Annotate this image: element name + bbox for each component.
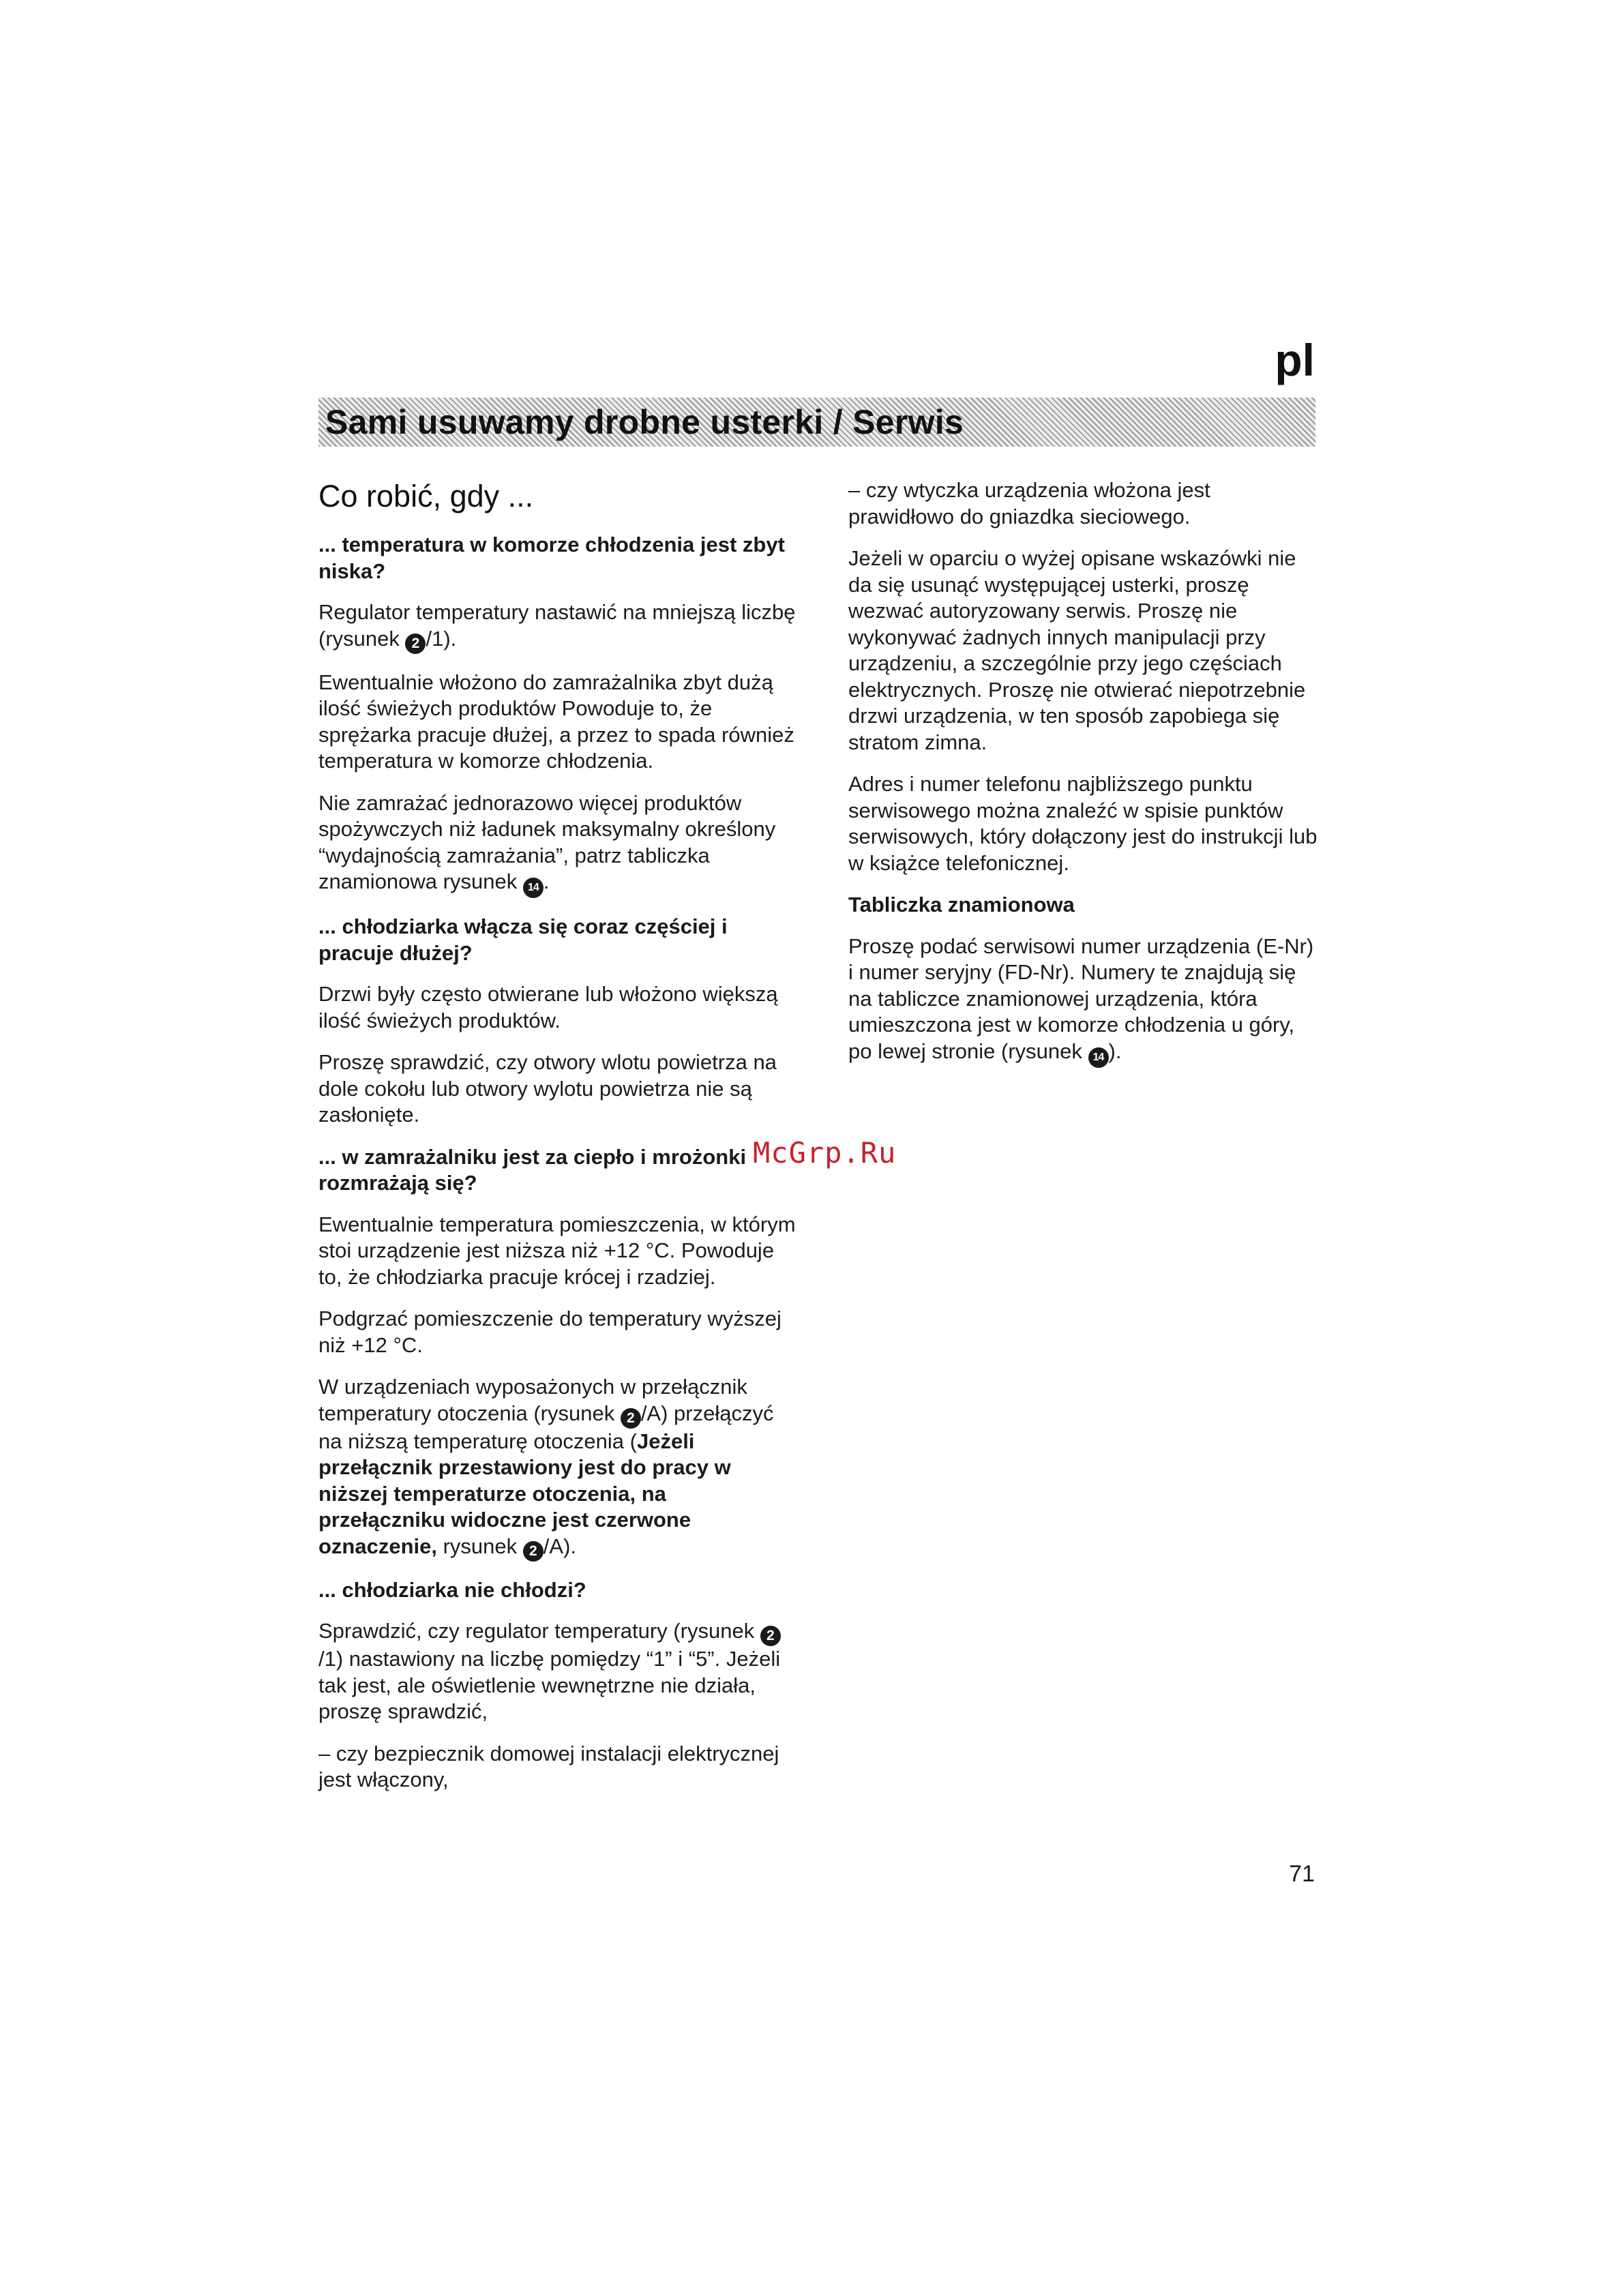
subheading-rating-plate: Tabliczka znamionowa [848,893,1075,916]
right-column [848,477,1319,1084]
paragraph: Proszę podać serwisowi numer urządzenia (E-Nr) i numer seryjny (FD-Nr). Numery te znajdują się na tabliczce znamionowej urządzenia, która umieszczona jest w komorze chłodzenia u góry, po lewej stronie (rysunek 14 ). [848,934,1319,1068]
paragraph: Regulator temperatury nastawić na mniejszą liczbę (rysunek 2 /1). [318,599,796,654]
question-heading: ... chłodziarka włącza się coraz częściej i pracuje dłużej? [318,914,728,965]
paragraph: Proszę sprawdzić, czy otwory wlotu powietrza na dole cokołu lub otwory wylotu powietrza nie są zasłonięte. [318,1050,777,1127]
figure-ref-icon: 2 [621,1408,641,1429]
section-banner [318,398,1315,447]
paragraph: Adres i numer telefonu najbliższego punktu serwisowego można znaleźć w spisie punktów serwisowych, który dołączony jest do instrukcji lub w książce telefonicznej. [848,772,1317,875]
figure-ref-icon: 2 [523,1541,544,1562]
watermark: McGrp.Ru [753,1136,897,1169]
paragraph: Drzwi były często otwierane lub włożono większą ilość świeżych produktów. [318,982,778,1032]
figure-ref-icon: 14 [523,878,544,898]
section-title: Sami usuwamy drobne usterki / Serwis [325,403,964,441]
question-heading: ... w zamrażalniku jest za ciepło i mrożonki rozmrażają się? [318,1144,747,1195]
paragraph: Ewentualnie włożono do zamrażalnika zbyt dużą ilość świeżych produktów Powoduje to, że sprężarka pracuje dłużej, a przez to spada również temperatura w komorze chłodzenia. [318,670,794,773]
question-heading: ... chłodziarka nie chłodzi? [318,1577,586,1602]
paragraph: – czy bezpiecznik domowej instalacji elektrycznej jest włączony, [318,1741,779,1791]
paragraph: – czy wtyczka urządzenia włożona jest prawidłowo do gniazdka sieciowego. [848,478,1210,528]
paragraph: Jeżeli w oparciu o wyżej opisane wskazówki nie da się usunąć występującej usterki, proszę wezwać autoryzowany serwis. Proszę nie wykonywać żadnych innych manipulacji przy urządzeniu, a szczególnie przy jego częściach elektrycznych. Proszę nie otwierać niepotrzebnie drzwi urządzenia, w ten sposób zapobiega się stratom zimna. [848,546,1306,754]
paragraph: Sprawdzić, czy regulator temperatury (rysunek 2/1) nastawiony na liczbę pomiędzy “1” i “5”. Jeżeli tak jest, ale oświetlenie wewnętrzne nie działa, proszę sprawdzić, [318,1619,781,1723]
figure-ref-icon: 2 [760,1626,781,1646]
left-column [318,477,796,1809]
paragraph: Nie zamrażać jednorazowo więcej produktów spożywczych niż ładunek maksymalny określony “wydajnością zamrażania”, patrz tabliczka znamionowa rysunek 14 . [318,790,796,899]
paragraph: Ewentualnie temperatura pomieszczenia, w którym stoi urządzenie jest niższa niż +12 °C. Powoduje to, że chłodziarka pracuje krócej i rzadziej. [318,1212,796,1289]
section-heading: Co robić, gdy ... [318,479,534,513]
paragraph: Podgrzać pomieszczenie do temperatury wyższej niż +12 °C. [318,1307,781,1357]
language-tag: pl [1275,335,1315,385]
figure-ref-icon: 14 [1088,1047,1109,1068]
question-heading: ... temperatura w komorze chłodzenia jest zbyt niska? [318,533,785,583]
paragraph: W urządzeniach wyposażonych w przełącznik temperatury otoczenia (rysunek 2 /A) przełączyć na niższą temperaturę otoczenia (Jeżeli przełącznik przestawiony jest do pracy w niższej temperaturze otoczenia, na przełączniku widoczne jest czerwone oznaczenie, rysunek 2 /A). [318,1374,796,1562]
page-number: 71 [1289,1861,1315,1887]
figure-ref-icon: 2 [405,633,426,654]
